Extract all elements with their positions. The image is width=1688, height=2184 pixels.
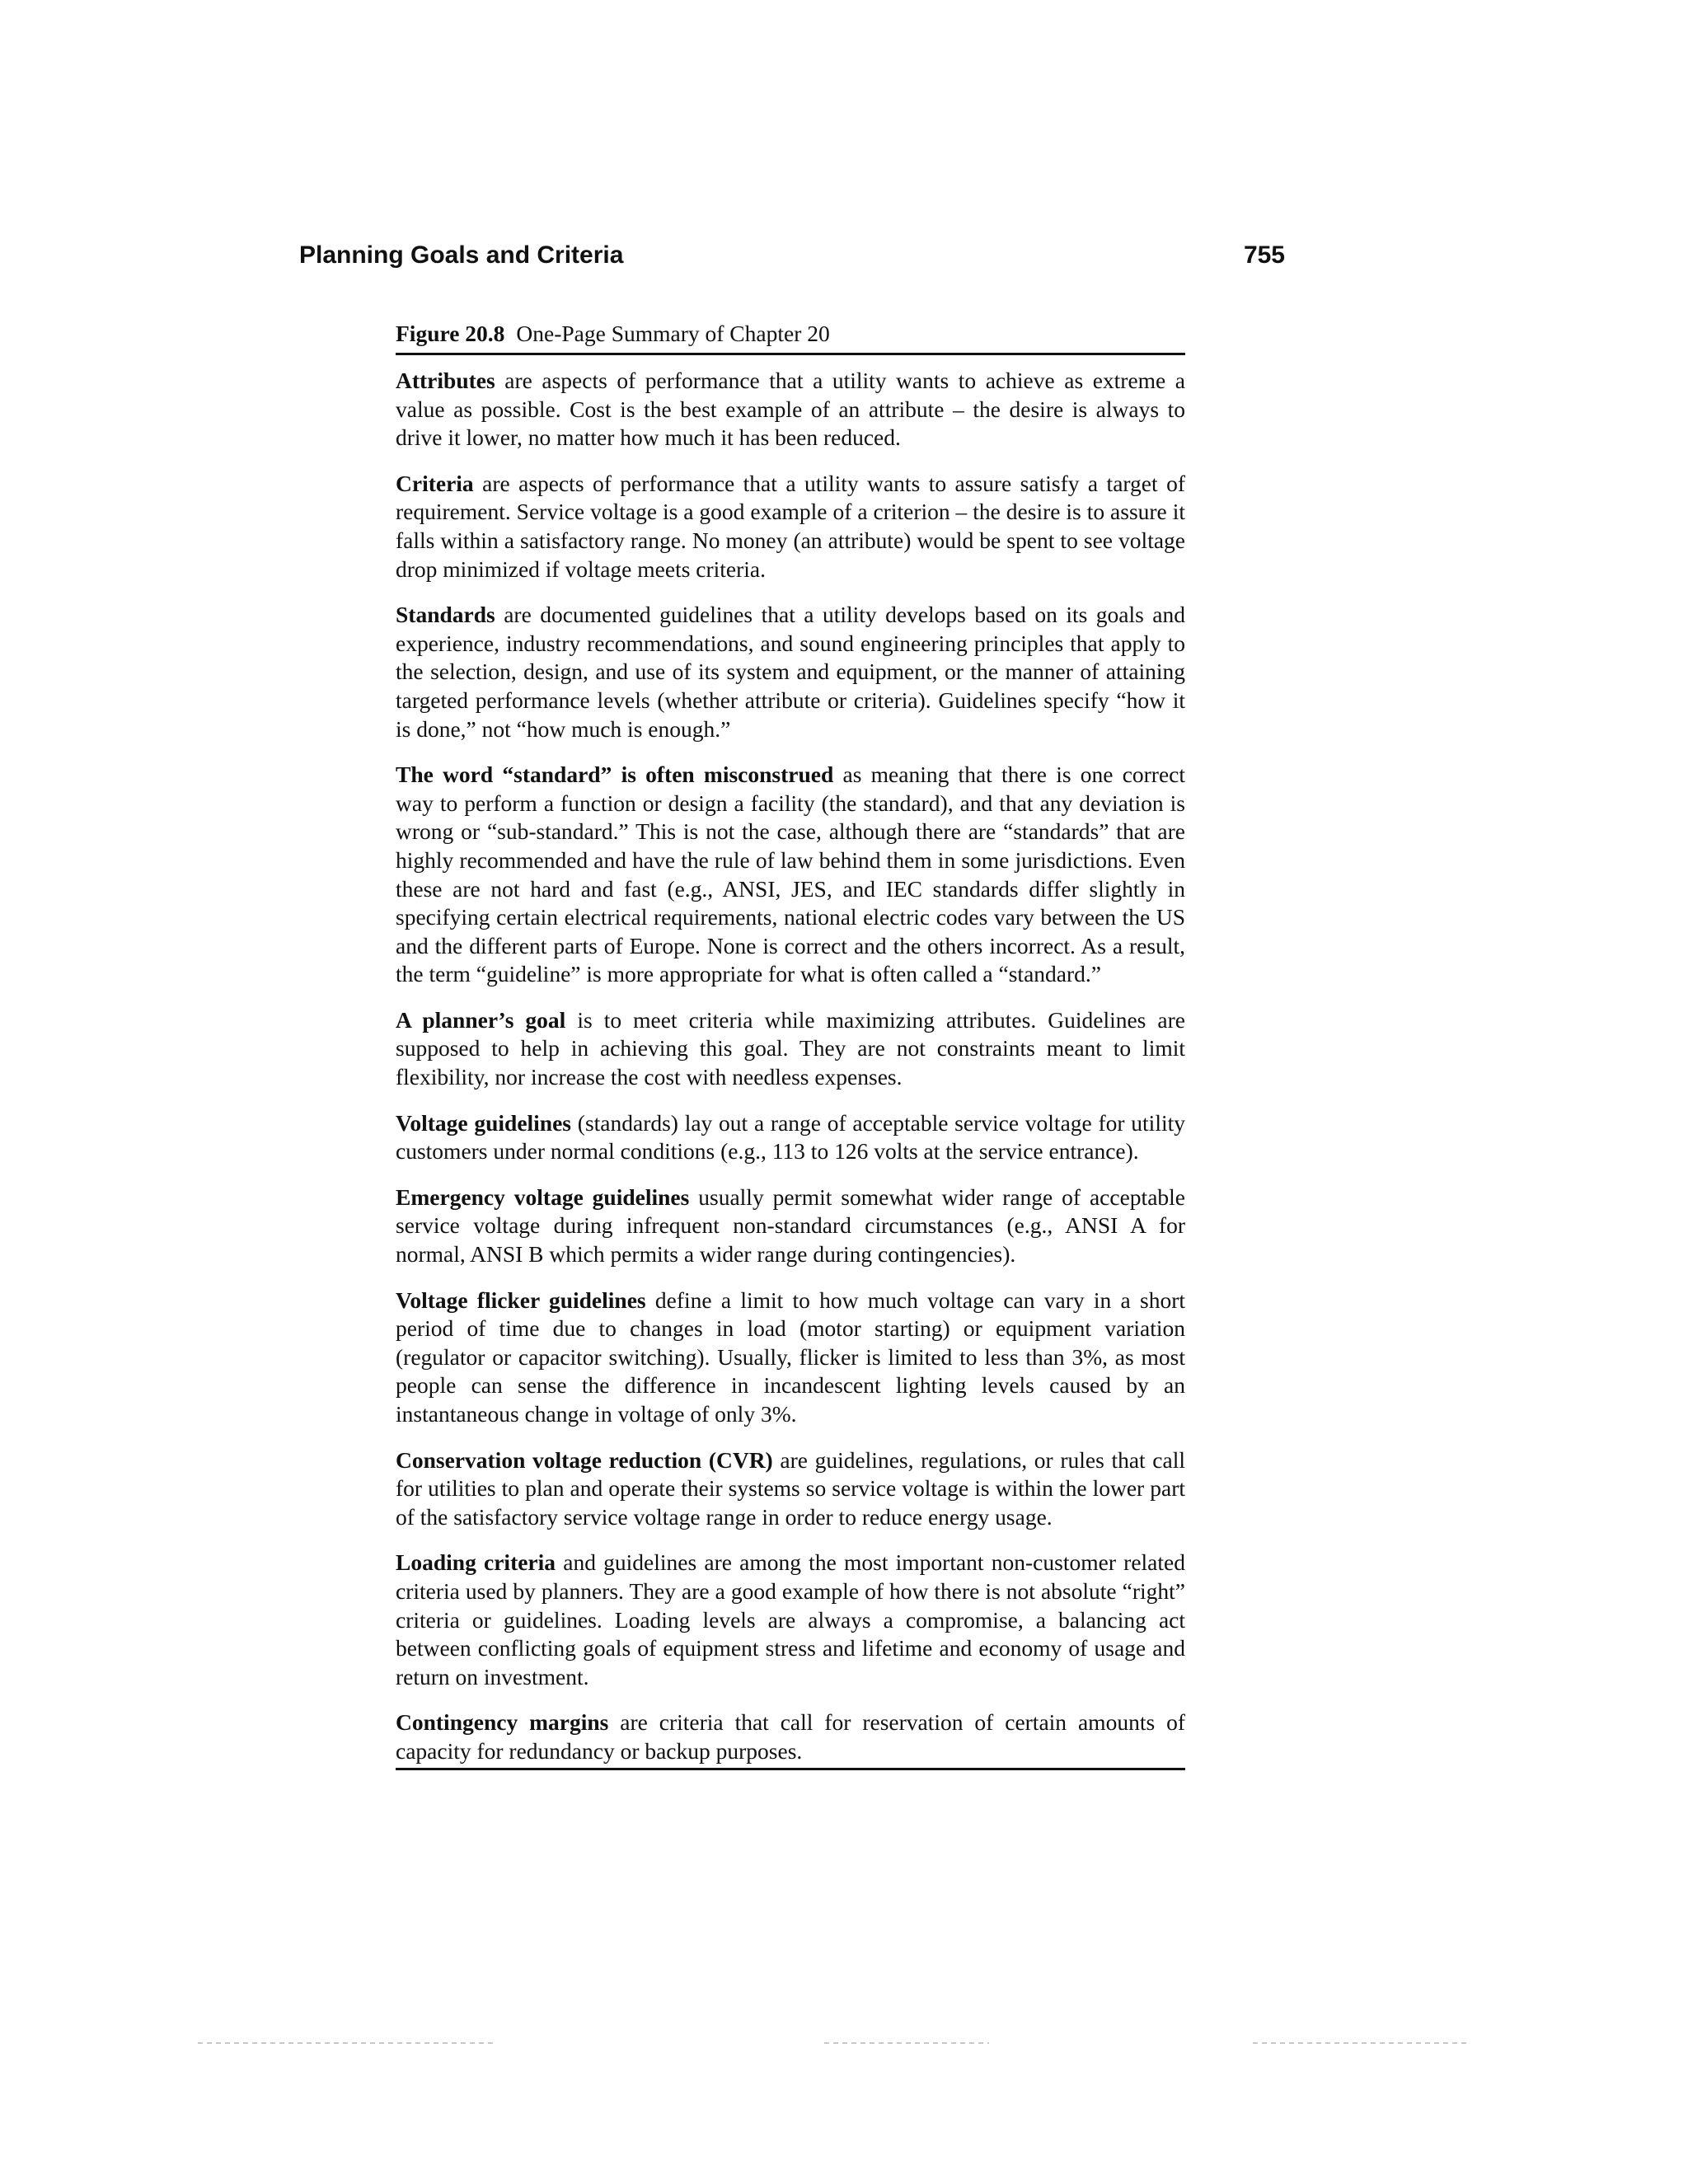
paragraph-term: Criteria: [396, 470, 474, 496]
paragraph-text: define a limit to how much voltage can vary in a short period of time due to changes in load (motor starting) or equipment variation (regulator or capacitor switching). Usually, flicker is limited to less than 3%, as most people can sense the difference in incandescent lighting levels caused by an instantaneous change in voltage of only 3%.: [396, 1286, 1185, 1427]
paragraph-emergency-voltage: [396, 1183, 1185, 1269]
paragraph-term: Emergency voltage guidelines: [396, 1183, 690, 1210]
scan-artifact: [824, 2042, 989, 2044]
paragraph-voltage-flicker: [396, 1286, 1185, 1429]
scan-artifact: [1253, 2042, 1467, 2044]
paragraph-loading-criteria: [396, 1549, 1185, 1691]
bottom-rule: [396, 1768, 1185, 1770]
paragraph-term: Loading criteria: [396, 1549, 556, 1576]
paragraph-term: The word “standard” is often misconstrued: [396, 762, 834, 788]
paragraph-term: Standards: [396, 602, 495, 628]
paragraph-text: and guidelines are among the most important non-customer related criteria used by planners. They are a good example of how there is not absolute “right” criteria or guidelines. Loading levels are always a compromise, a balancing act between conflicting goals of equipment stress and lifetime and economy of usage and return on investment.: [396, 1549, 1185, 1690]
running-title: Planning Goals and Criteria: [299, 241, 624, 269]
paragraph-attributes: [396, 367, 1185, 452]
paragraph-cvr: [396, 1446, 1185, 1532]
running-header: [299, 237, 1285, 274]
paragraph-term: Contingency margins: [396, 1709, 609, 1736]
paragraph-text: are aspects of performance that a utility wants to assure satisfy a target of requirement. Service voltage is a good example of a criterion – the desire is to assure it falls within a satisfactory range. No money (an attribute) would be spent to see voltage drop minimized if voltage meets criteria.: [396, 470, 1185, 582]
figure-caption-text: One-Page Summary of Chapter 20: [516, 321, 830, 346]
figure-label: Figure 20.8: [396, 321, 505, 346]
paragraph-term: Voltage guidelines: [396, 1109, 572, 1136]
paragraph-contingency-margins: [396, 1708, 1185, 1765]
paragraph-term: A planner’s goal: [396, 1006, 566, 1033]
paragraph-standard-misconstrued: [396, 761, 1185, 989]
paragraph-text: are aspects of performance that a utility wants to achieve as extreme a value as possible. Cost is the best example of an attribute – the desire is always to drive it lower, no matter how much it has been reduced.: [396, 368, 1186, 451]
scan-artifact: [198, 2042, 495, 2044]
summary-paragraphs: [396, 355, 1185, 1766]
paragraph-standards: [396, 601, 1185, 743]
figure-caption: [396, 318, 1185, 353]
paragraph-text: usually permit somewhat wider range of acceptable service voltage during infrequent non-standard circumstances (e.g., ANSI A for normal, ANSI B which permits a wider range during contingencies).: [396, 1183, 1185, 1268]
summary-figure: [396, 318, 1185, 1770]
paragraph-term: Conservation voltage reduction (CVR): [396, 1446, 773, 1473]
paragraph-text: are guidelines, regulations, or rules that call for utilities to plan and operate their systems so service voltage is within the lower part of the satisfactory service voltage range in order to reduce energy usage.: [396, 1446, 1186, 1530]
paragraph-text: are criteria that call for reservation of certain amounts of capacity for redundancy or backup purposes.: [396, 1709, 1185, 1764]
paragraph-text: are documented guidelines that a utility develops based on its goals and experience, industry recommendations, and sound engineering principles that apply to the selection, design, and use of its system and equipment, or the manner of attaining targeted performance levels (whether attribute or criteria). Guidelines specify “how it is done,” not “how much is enough.”: [396, 602, 1185, 742]
paragraph-term: Voltage flicker guidelines: [396, 1286, 646, 1313]
paragraph-text: is to meet criteria while maximizing attributes. Guidelines are supposed to help in achieving this goal. They are not constraints meant to limit flexibility, nor increase the cost with needless expenses.: [396, 1006, 1185, 1090]
paragraph-term: Attributes: [396, 368, 495, 393]
paragraph-planners-goal: [396, 1006, 1185, 1092]
paragraph-text: (standards) lay out a range of acceptable service voltage for utility customers under normal conditions (e.g., 113 to 126 volts at the service entrance).: [396, 1109, 1185, 1165]
paragraph-criteria: [396, 470, 1185, 583]
paragraph-voltage-guidelines: [396, 1109, 1185, 1166]
paragraph-text: as meaning that there is one correct way to perform a function or design a facility (the standard), and that any deviation is wrong or “sub-standard.” This is not the case, although there are “standards” that are highly recommended and have the rule of law behind them in some jurisdictions. Even these are not hard and fast (e.g., ANSI, JES, and IEC standards differ slightly in specifying certain electrical requirements, national electric codes vary between the US and the different parts of Europe. None is correct and the others incorrect. As a result, the term “guideline” is more appropriate for what is often called a “standard.”: [396, 762, 1186, 987]
page-number: 755: [1243, 241, 1285, 269]
